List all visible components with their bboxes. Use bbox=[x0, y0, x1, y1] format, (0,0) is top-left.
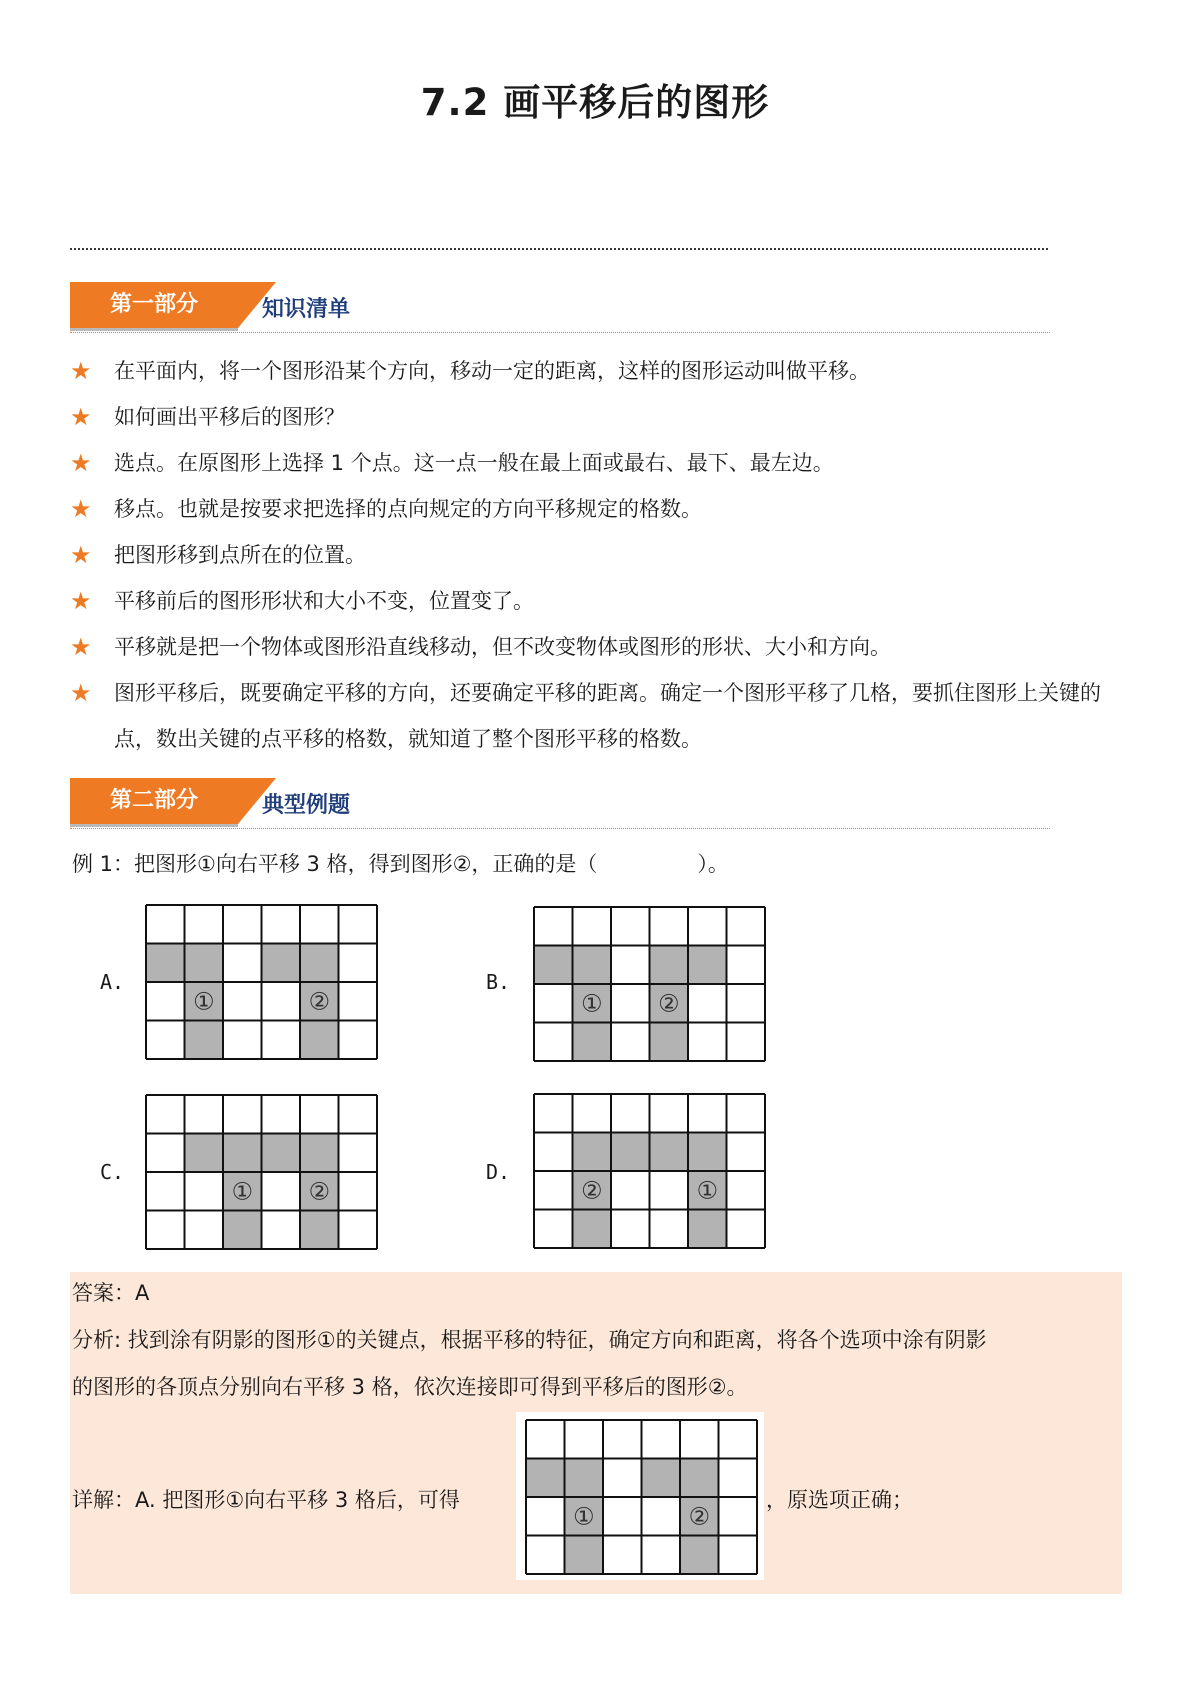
shaded-cell bbox=[642, 1459, 681, 1498]
detail-grid bbox=[524, 1418, 759, 1576]
knowledge-list bbox=[70, 348, 1120, 762]
shape-number-mark: ② bbox=[308, 1177, 331, 1206]
knowledge-text: 平移就是把一个物体或图形沿直线移动，但不改变物体或图形的形状、大小和方向。 bbox=[114, 635, 891, 659]
shaded-cell bbox=[573, 1133, 612, 1172]
shaded-cell bbox=[262, 1134, 301, 1173]
list-item bbox=[70, 348, 1120, 394]
knowledge-text: 选点。在原图形上选择 1 个点。这一点一般在最上面或最右、最下、最左边。 bbox=[114, 451, 834, 475]
section-tab-2: 第二部分 bbox=[70, 778, 238, 824]
section-header-2 bbox=[70, 778, 1050, 832]
analysis-line-1: 分析: 找到涂有阴影的图形①的关键点，根据平移的特征，确定方向和距离，将各个选项中涂有阴影 bbox=[72, 1328, 987, 1352]
option-label-c: C. bbox=[100, 1160, 125, 1184]
grid-svg bbox=[144, 903, 379, 1061]
shaded-cell bbox=[185, 1021, 224, 1060]
knowledge-text: 把图形移到点所在的位置。 bbox=[114, 543, 366, 567]
list-item bbox=[70, 578, 1120, 624]
list-item bbox=[70, 532, 1120, 578]
detail-suffix: ，原选项正确； bbox=[766, 1488, 913, 1512]
shaded-cell bbox=[650, 1023, 689, 1062]
shaded-cell bbox=[262, 944, 301, 983]
knowledge-text: 移点。也就是按要求把选择的点向规定的方向平移规定的格数。 bbox=[114, 497, 702, 521]
star-icon: ★ bbox=[70, 633, 92, 661]
shaded-cell bbox=[300, 1021, 339, 1060]
shaded-cell bbox=[534, 946, 573, 985]
option-grid-c bbox=[144, 1093, 379, 1251]
shaded-cell bbox=[611, 1133, 650, 1172]
list-item bbox=[70, 440, 1120, 486]
shaded-cell bbox=[573, 1210, 612, 1249]
star-icon: ★ bbox=[70, 679, 92, 707]
shape-number-mark: ① bbox=[192, 987, 215, 1016]
knowledge-text: 在平面内，将一个图形沿某个方向，移动一定的距离，这样的图形运动叫做平移。 bbox=[114, 359, 870, 383]
shaded-cell bbox=[300, 1134, 339, 1173]
page-title: 7.2 画平移后的图形 bbox=[420, 81, 770, 124]
option-label-d: D. bbox=[486, 1160, 511, 1184]
shape-number-mark: ① bbox=[696, 1176, 719, 1205]
star-icon: ★ bbox=[70, 587, 92, 615]
answer-line: 答案：A bbox=[72, 1281, 150, 1305]
shape-number-mark: ② bbox=[657, 989, 680, 1018]
example-question bbox=[72, 848, 729, 878]
shaded-cell bbox=[573, 1023, 612, 1062]
section-header-1 bbox=[70, 282, 1050, 336]
shape-number-mark: ① bbox=[231, 1177, 254, 1206]
grid-svg bbox=[532, 1092, 767, 1250]
option-grid-d bbox=[532, 1092, 767, 1250]
knowledge-text: 图形平移后，既要确定平移的方向，还要确定平移的距离。确定一个图形平移了几格，要抓住图形上关键的点，数出关键的点平移的格数，就知道了整个图形平移的格数。 bbox=[114, 681, 1101, 751]
shaded-cell bbox=[688, 1133, 727, 1172]
shaded-cell bbox=[185, 944, 224, 983]
star-icon: ★ bbox=[70, 403, 92, 431]
shaded-cell bbox=[573, 946, 612, 985]
grid-svg bbox=[524, 1418, 759, 1576]
shaded-cell bbox=[146, 944, 185, 983]
shaded-cell bbox=[223, 1134, 262, 1173]
shaded-cell bbox=[650, 946, 689, 985]
title-divider bbox=[70, 248, 1048, 250]
shape-number-mark: ② bbox=[580, 1176, 603, 1205]
section-title-2: 典型例题 bbox=[262, 793, 351, 818]
list-item bbox=[70, 624, 1120, 670]
detail-prefix: 详解：A. 把图形①向右平移 3 格后，可得 bbox=[72, 1488, 460, 1512]
shaded-cell bbox=[565, 1459, 604, 1498]
shaded-cell bbox=[680, 1459, 719, 1498]
star-icon: ★ bbox=[70, 357, 92, 385]
knowledge-text: 平移前后的图形形状和大小不变，位置变了。 bbox=[114, 589, 534, 613]
analysis-line-2: 的图形的各顶点分别向右平移 3 格，依次连接即可得到平移后的图形②。 bbox=[72, 1375, 748, 1399]
shaded-cell bbox=[300, 1211, 339, 1250]
list-item bbox=[70, 670, 1120, 762]
grid-svg bbox=[144, 1093, 379, 1251]
shape-number-mark: ② bbox=[308, 987, 331, 1016]
option-label-a: A. bbox=[100, 970, 125, 994]
star-icon: ★ bbox=[70, 495, 92, 523]
shape-number-mark: ② bbox=[688, 1502, 711, 1531]
grid-svg bbox=[532, 905, 767, 1063]
star-icon: ★ bbox=[70, 449, 92, 477]
list-item bbox=[70, 486, 1120, 532]
section-tab-1: 第一部分 bbox=[70, 282, 238, 328]
shaded-cell bbox=[565, 1536, 604, 1575]
shaded-cell bbox=[223, 1211, 262, 1250]
shaded-cell bbox=[300, 944, 339, 983]
shaded-cell bbox=[650, 1133, 689, 1172]
section-rule-1 bbox=[70, 332, 1050, 333]
star-icon: ★ bbox=[70, 541, 92, 569]
shaded-cell bbox=[526, 1459, 565, 1498]
section-rule-2 bbox=[70, 828, 1050, 829]
question-suffix: ）。 bbox=[697, 852, 729, 876]
option-label-b: B. bbox=[486, 970, 511, 994]
question-prefix: 例 1：把图形①向右平移 3 格，得到图形②，正确的是（ bbox=[72, 852, 598, 876]
section-title-1: 知识清单 bbox=[262, 297, 351, 322]
shaded-cell bbox=[680, 1536, 719, 1575]
shaded-cell bbox=[688, 1210, 727, 1249]
option-grid-b bbox=[532, 905, 767, 1063]
shaded-cell bbox=[185, 1134, 224, 1173]
list-item bbox=[70, 394, 1120, 440]
shape-number-mark: ① bbox=[572, 1502, 595, 1531]
shape-number-mark: ① bbox=[580, 989, 603, 1018]
shaded-cell bbox=[688, 946, 727, 985]
option-grid-a bbox=[144, 903, 379, 1061]
knowledge-text: 如何画出平移后的图形？ bbox=[114, 405, 345, 429]
